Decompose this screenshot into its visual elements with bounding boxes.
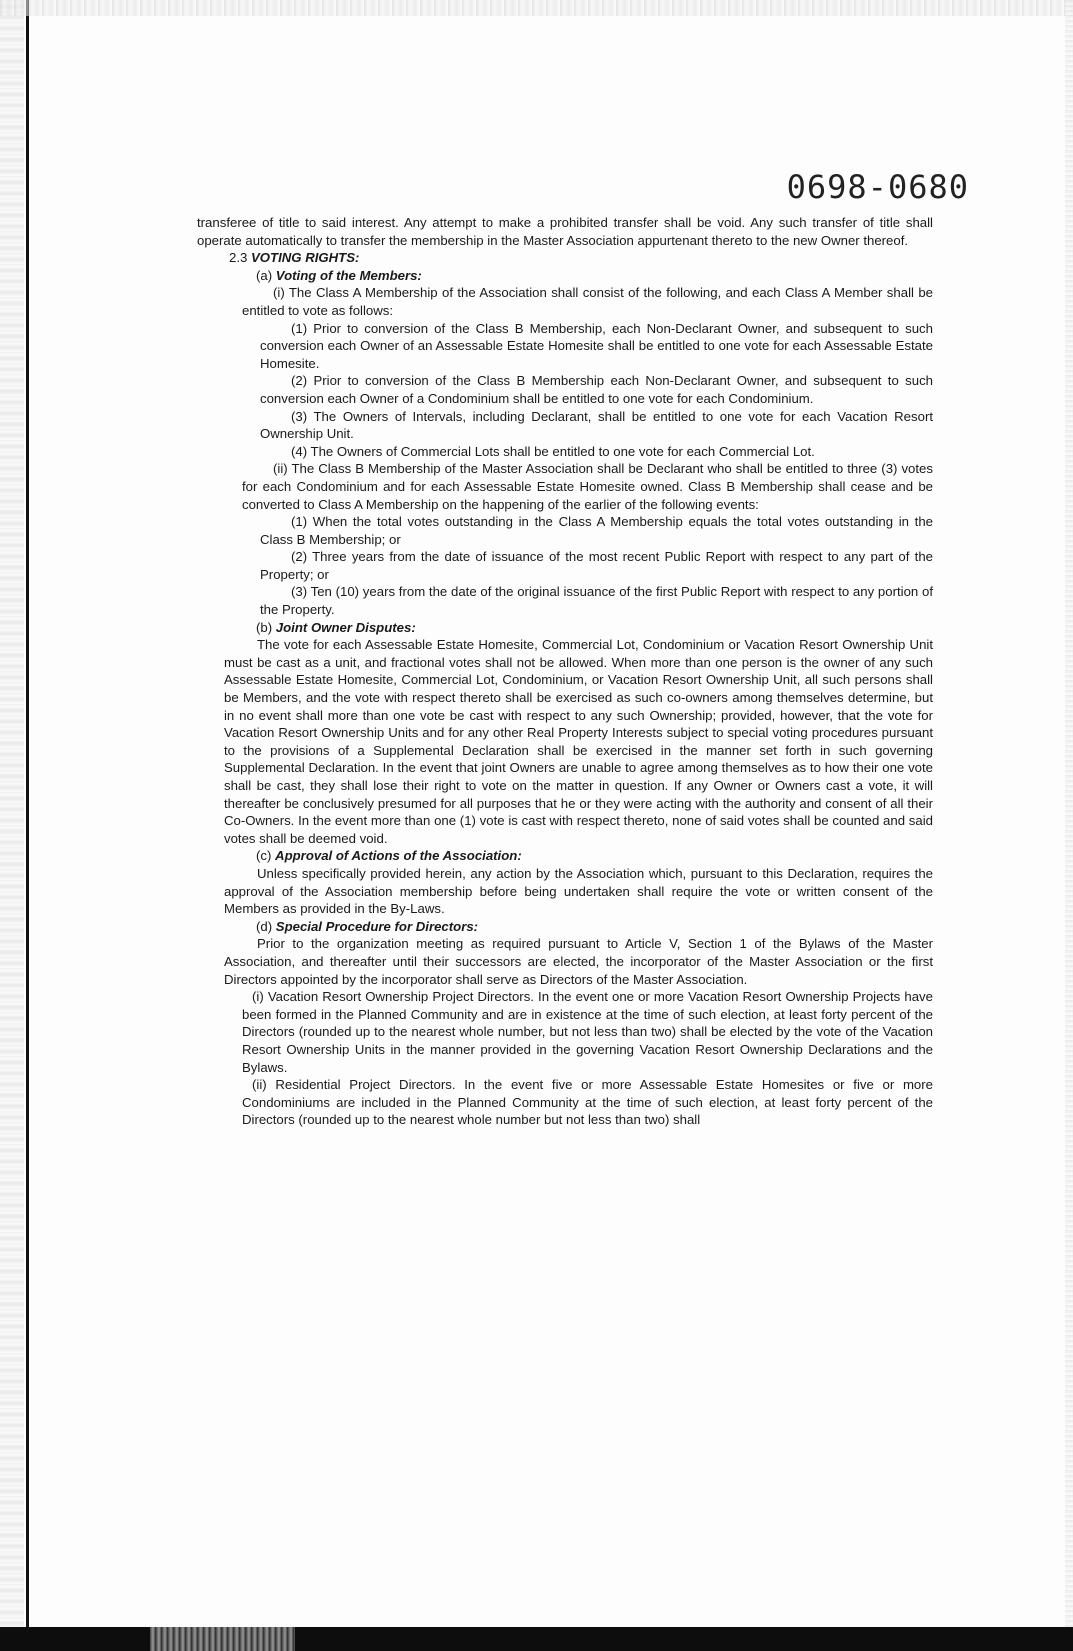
subsection-number: (c) [256, 848, 276, 864]
scan-edge-right [1065, 0, 1073, 1651]
clause-a-i-1: (1) Prior to conversion of the Class B Membership, each Non-Declarant Owner, and subsequent to such conversion each Owner of an Assessable Estate Homesite shall be entitled to one vote for each Assessable Estate Homesite. [260, 320, 933, 371]
clause-d-ii: (ii) Residential Project Directors. In the event five or more Assessable Estate Homesites or five or more Condominiums are included in the Planned Community at the time of such election, at least forty percent of the Directors (rounded up to the nearest whole number but not less than two) shall [242, 1077, 933, 1128]
paragraph-transfer: transferee of title to said interest. Any attempt to make a prohibited transfer shall be void. Any such transfer of title shall operate automatically to transfer the membership in the Master Association appurtenant thereto to the new Owner thereof. [197, 215, 933, 248]
clause-a-ii-3: (3) Ten (10) years from the date of the original issuance of the first Public Report with respect to any portion of the Property. [260, 584, 933, 618]
clause-d-i: (i) Vacation Resort Ownership Project Directors. In the event one or more Vacation Resort Ownership Projects have been formed in the Planned Community and are in existence at the time of such election, at least forty percent of the Directors (rounded up to the nearest whole number, but not less than two) shall be elected by the vote of the Vacation Resort Ownership Units in the manner provided in the governing Vacation Resort Ownership Declarations and the Bylaws. [242, 989, 933, 1075]
clause-c-body: Unless specifically provided herein, any action by the Association which, pursuant to this Declaration, requires the approval of the Association membership before being undertaken shall require the vote or written consent of the Members as provided in the By-Laws. [224, 865, 933, 917]
subsection-number: (d) [256, 918, 276, 934]
clause-a-i-4: (4) The Owners of Commercial Lots shall be entitled to one vote for each Commercial Lot. [291, 443, 815, 459]
subsection-title: Special Procedure for Directors: [275, 918, 479, 934]
section-heading-2-3 [197, 249, 933, 267]
subsection-title: Joint Owner Disputes: [275, 619, 416, 635]
subsection-number: (a) [256, 267, 276, 283]
subsection-number: (b) [256, 619, 276, 635]
section-title: VOTING RIGHTS: [251, 250, 360, 266]
scan-edge-left [0, 0, 24, 1651]
document-body [197, 214, 933, 1129]
scan-edge-top [0, 0, 1073, 16]
subsection-heading-c [197, 847, 933, 865]
subsection-heading-b [197, 619, 933, 637]
subsection-title: Approval of Actions of the Association: [275, 848, 522, 864]
clause-a-ii-2: (2) Three years from the date of issuance of the most recent Public Report with respect to any part of the Property; or [260, 549, 933, 582]
clause-a-i-3: (3) The Owners of Intervals, including Declarant, shall be entitled to one vote for each Vacation Resort Ownership Unit. [260, 408, 933, 442]
subsection-heading-a [197, 267, 933, 285]
scan-edge-bottom-noise [150, 1627, 295, 1651]
page-stamp-number: 0698-0680 [786, 168, 969, 206]
clause-a-i: (i) The Class A Membership of the Association shall consist of the following, and each Class A Member shall be entitled to vote as follows: [242, 285, 933, 318]
clause-a-ii: (ii) The Class B Membership of the Master Association shall be Declarant who shall be entitled to three (3) votes for each Condominium and for each Assessable Estate Homesite owned. Class B Membership shall cease and be converted to Class A Membership on the happening of the earlier of the following events: [242, 461, 933, 512]
subsection-heading-d [197, 918, 933, 936]
subsection-title: Voting of the Members: [275, 267, 422, 283]
clause-a-ii-1: (1) When the total votes outstanding in the Class A Membership equals the total votes outstanding in the Class B Membership; or [260, 514, 933, 547]
section-number: 2.3 [229, 250, 251, 266]
clause-b-body: The vote for each Assessable Estate Homesite, Commercial Lot, Condominium or Vacation Resort Ownership Unit must be cast as a unit, and fractional votes shall not be allowed. When more than one person is the owner of any such Assessable Estate Homesite, Commercial Lot, Condominium, or Vacation Resort Ownership Unit, all such persons shall be Members, and the vote with respect thereto shall be exercised as such co-owners among themselves determine, but in no event shall more than one vote be cast with respect to any such Ownership; provided, however, that the vote for Vacation Resort Ownership Units and for any other Real Property Interests subject to special voting procedures pursuant to the provisions of a Supplemental Declaration shall be exercised in the manner set forth in such governing Supplemental Declaration. In the event that joint Owners are unable to agree among themselves as to how their one vote shall be cast, they shall lose their right to vote on the matter in question. If any Owner or Owners cast a vote, it will thereafter be conclusively presumed for all purposes that he or they were acting with the authority and consent of all their Co-Owners. In the event more than one (1) vote is cast with respect thereto, none of said votes shall be counted and said votes shall be deemed void. [224, 637, 933, 846]
scan-binding-line [26, 0, 29, 1651]
clause-a-i-2: (2) Prior to conversion of the Class B Membership each Non-Declarant Owner, and subsequent to such conversion each Owner of a Condominium shall be entitled to one vote for each Condominium. [260, 373, 933, 406]
clause-d-body: Prior to the organization meeting as required pursuant to Article V, Section 1 of the Bylaws of the Master Association, and thereafter until their successors are elected, the incorporator of the Master Association or the first Directors appointed by the incorporator shall serve as Directors of the Master Association. [224, 936, 933, 987]
